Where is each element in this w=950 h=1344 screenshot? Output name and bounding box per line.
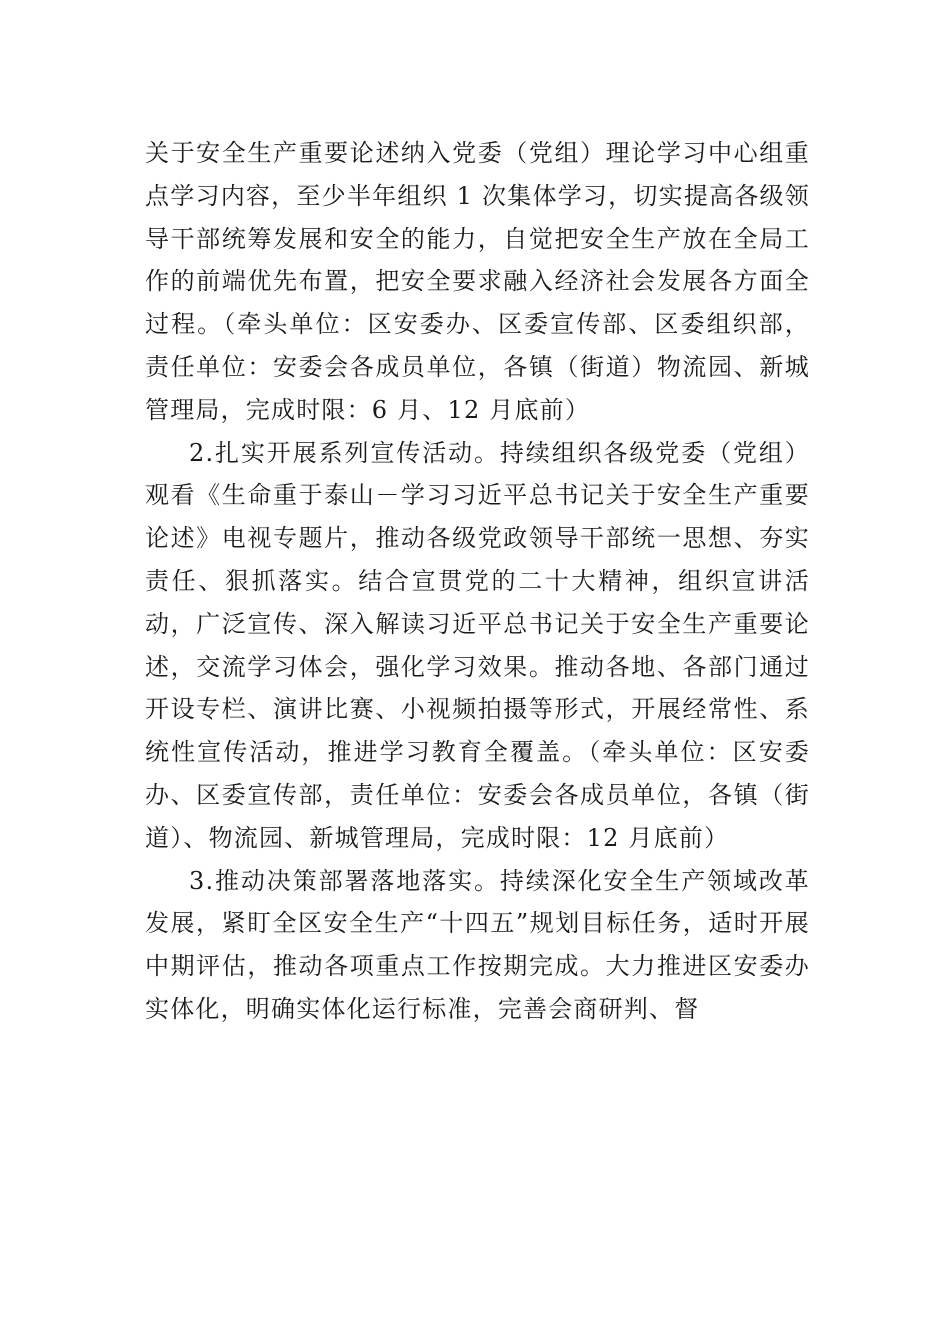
document-body (145, 132, 810, 1031)
paragraph-item-2: 2.扎实开展系列宣传活动。持续组织各级党委（党组）观看《生命重于泰山－学习习近平总书记关于安全生产重要论述》电视专题片，推动各级党政领导干部统一思想、夯实责任、狠抓落实。结合宣贯党的二十大精神，组织宣讲活动，广泛宣传、深入解读习近平总书记关于安全生产重要论述，交流学习体会，强化学习效果。推动各地、各部门通过开设专栏、演讲比赛、小视频拍摄等形式，开展经常性、系统性宣传活动，推进学习教育全覆盖。（牵头单位：区安委办、区委宣传部，责任单位：安委会各成员单位，各镇（街道）、物流园、新城管理局，完成时限：12 月底前） (145, 438, 810, 852)
paragraph-item-3: 3.推动决策部署落地落实。持续深化安全生产领域改革发展，紧盯全区安全生产“十四五”规划目标任务，适时开展中期评估，推动各项重点工作按期完成。大力推进区安委办实体化，明确实体化运行标准，完善会商研判、督 (145, 866, 810, 1023)
paragraph-continuation: 关于安全生产重要论述纳入党委（党组）理论学习中心组重点学习内容，至少半年组织 1 次集体学习，切实提高各级领导干部统筹发展和安全的能力，自觉把安全生产放在全局工作的前端优先布置，把安全要求融入经济社会发展各方面全过程。（牵头单位：区安委办、区委宣传部、区委组织部，责任单位：安委会各成员单位，各镇（街道）物流园、新城管理局，完成时限：6 月、12 月底前） (145, 139, 810, 424)
